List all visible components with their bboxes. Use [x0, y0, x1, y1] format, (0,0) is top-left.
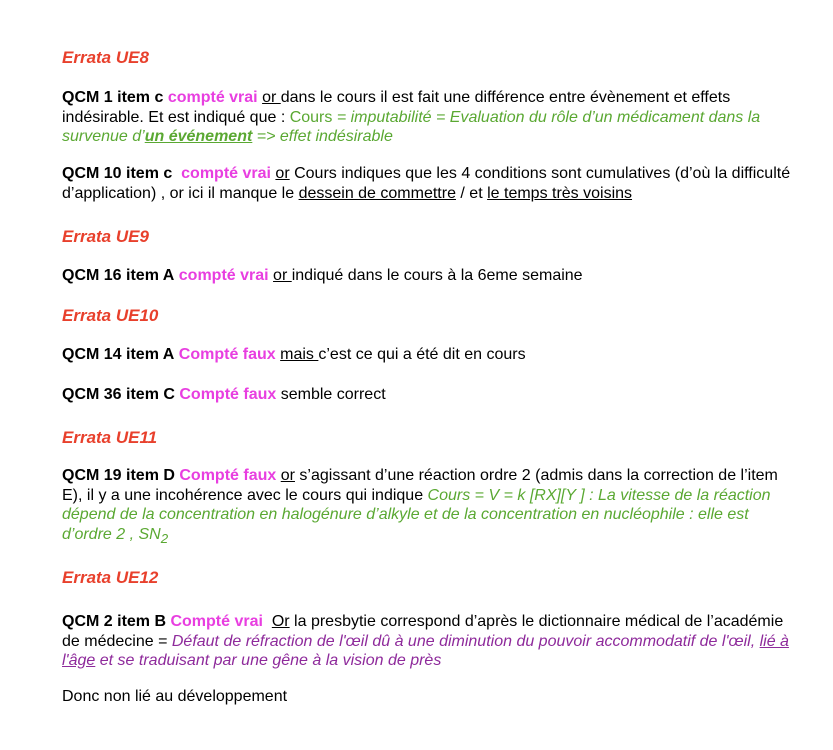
course-quote: Cours = V = k [RX][Y ] : La vitesse de la réaction dépend de la concentration en halogénure d’alkyle et de la concentration en nucléophile : elle est d’ordre 2 , SN: [62, 486, 771, 543]
question-label: QCM 14 item A: [62, 346, 175, 363]
question-label: QCM 36 item C: [62, 386, 175, 403]
verdict: compté vrai: [167, 89, 258, 106]
dictionary-quote-emphasis: lié à l'âge: [62, 632, 789, 669]
heading-ue11: Errata UE11: [62, 428, 158, 447]
erratum-ue12-qcm2: [62, 612, 792, 671]
erratum-ue8-qcm1: [62, 88, 792, 147]
question-label: QCM 16 item A: [62, 267, 175, 284]
heading-ue10: Errata UE10: [62, 306, 159, 325]
subscript: 2: [160, 530, 169, 546]
verdict: Compté faux: [179, 467, 277, 484]
missing-condition-1: dessein de commettre: [298, 184, 456, 202]
conjunction: or: [275, 165, 290, 182]
heading-ue8: Errata UE8: [62, 48, 149, 67]
verdict: Compté faux: [178, 346, 276, 363]
body-text: c’est ce qui a été dit en cours: [318, 346, 526, 363]
body-text: dans le cours il est fait une différence entre évènement et effets indésirable. Et est indiqué que :: [62, 89, 731, 126]
heading-ue9: Errata UE9: [62, 227, 149, 246]
conjunction: or: [262, 89, 281, 106]
verdict: compté vrai: [178, 267, 269, 284]
course-quote-emphasis: un événement: [144, 128, 253, 145]
erratum-ue10-qcm36: [62, 385, 792, 405]
conjunction: or: [273, 267, 292, 284]
question-label: QCM 1 item c: [62, 89, 164, 106]
erratum-ue9-qcm16: [62, 266, 792, 286]
question-label: QCM 19 item D: [62, 467, 175, 484]
course-quote-end: => effet indésirable: [252, 128, 393, 145]
body-text: semble correct: [276, 386, 386, 403]
course-label: Cours: [289, 108, 333, 126]
dictionary-quote-end: et se traduisant par une gêne à la vision de près: [95, 652, 442, 669]
missing-condition-2: le temps très voisins: [487, 184, 633, 202]
body-text: Cours indiques que les 4 conditions sont cumulatives (d’où la difficulté d’application) , or ici il manque le: [62, 165, 791, 202]
heading-ue12: Errata UE12: [62, 568, 159, 587]
verdict: Compté faux: [179, 386, 277, 403]
body-text: indiqué dans le cours à la 6eme semaine: [291, 267, 583, 284]
body-text: la presbytie correspond d’après le dictionnaire médical de l’académie de médecine =: [62, 613, 784, 650]
conjunction: Or: [271, 613, 290, 630]
erratum-ue10-qcm14: [62, 345, 792, 365]
conjunction: mais: [280, 346, 319, 363]
body-text: s’agissant d’une réaction ordre 2 (admis dans la correction de l’item E), il y a une incohérence avec le cours qui indique: [62, 467, 778, 504]
verdict: Compté vrai: [170, 613, 263, 630]
question-label: QCM 10 item c: [62, 165, 173, 182]
body-text-2: / et: [455, 184, 488, 202]
course-quote: = imputabilité = Evaluation du rôle d’un médicament dans la survenue d’: [62, 108, 761, 145]
conclusion-text: Donc non lié au développement: [62, 688, 288, 705]
verdict: compté vrai: [181, 165, 271, 182]
question-label: QCM 2 item B: [62, 613, 167, 630]
conjunction: or: [280, 467, 295, 484]
erratum-ue8-qcm10: [62, 164, 792, 203]
dictionary-quote: Défaut de réfraction de l'œil dû à une diminution du pouvoir accommodatif de l'œil,: [171, 632, 760, 650]
erratum-ue11-qcm19: [62, 466, 792, 548]
